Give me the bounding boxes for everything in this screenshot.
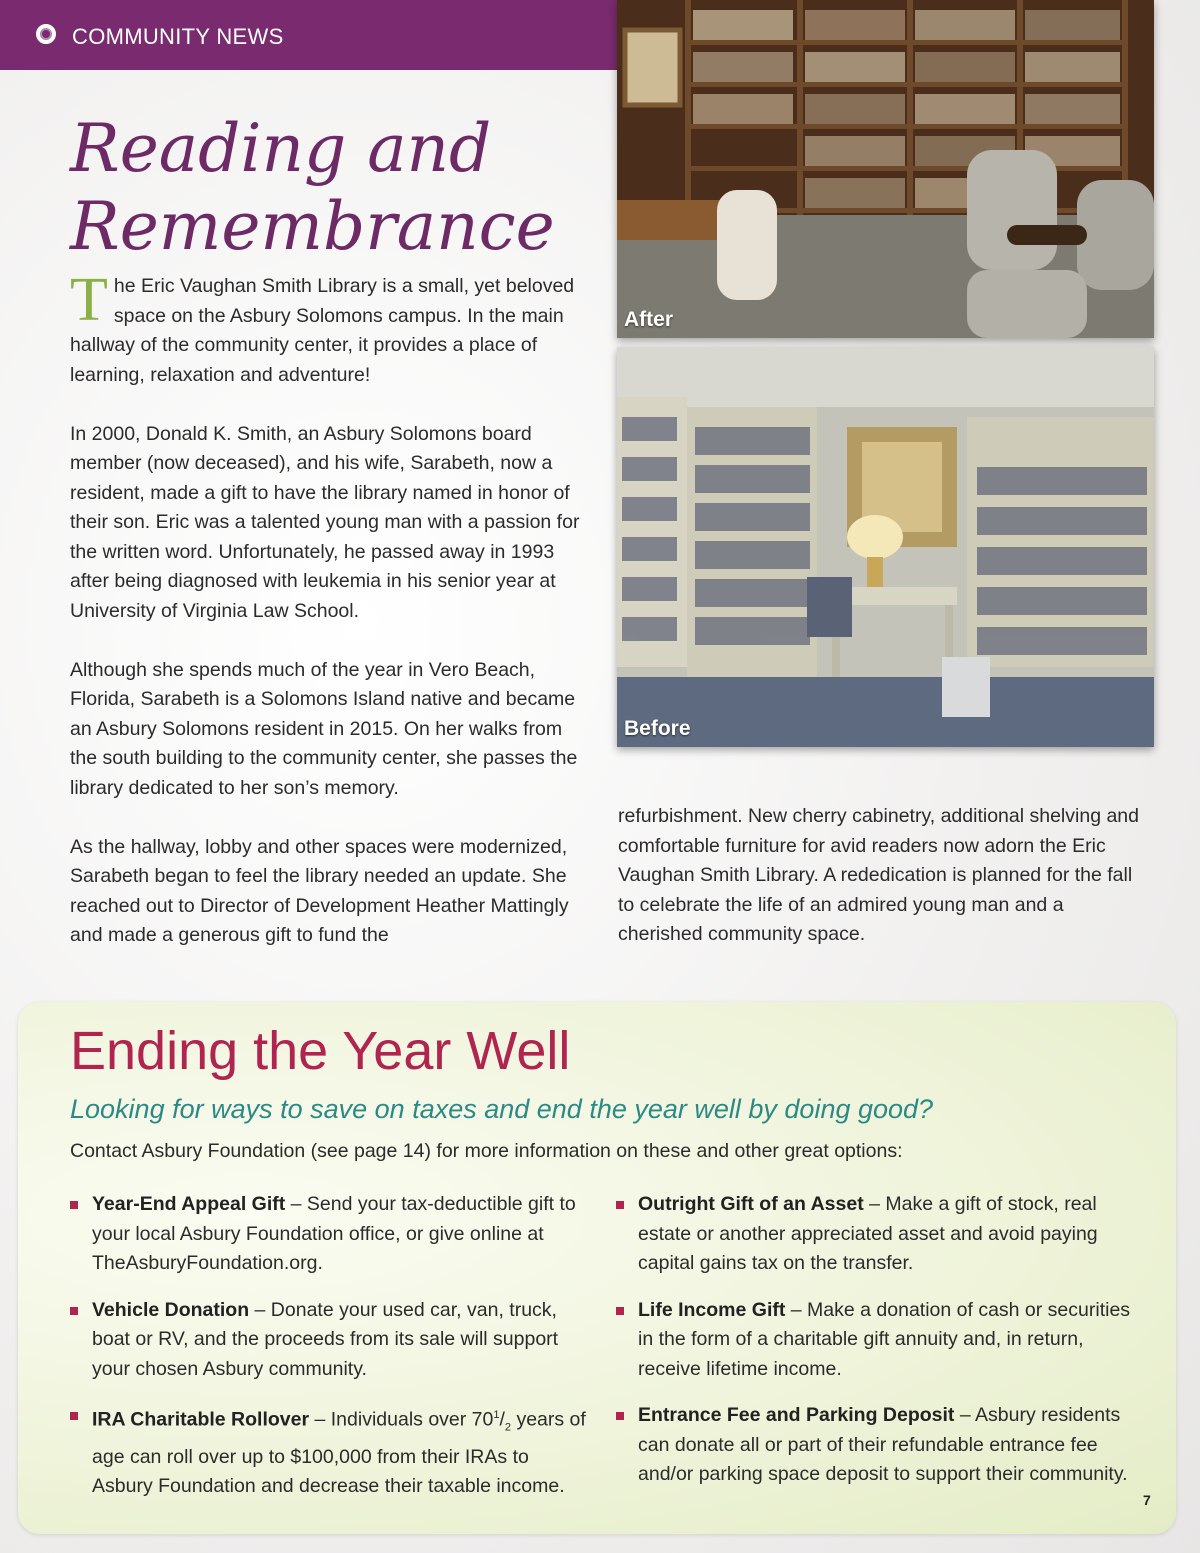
option-text: – Make a donation of cash or securities in the form of a charitable gift annuity and, in return, receive lifetime income. bbox=[638, 1298, 1131, 1380]
section-label: COMMUNITY NEWS bbox=[72, 24, 284, 49]
option-text: – Send your tax-deductible gift to your local Asbury Foundation office, or give online at TheAsburyFoundation.org. bbox=[92, 1193, 576, 1274]
option-title: Outright Gift of an Asset bbox=[638, 1193, 864, 1215]
bullet-square-icon bbox=[70, 1201, 78, 1209]
bookshelf-before-illustration bbox=[617, 347, 1154, 747]
panel-subtitle: Looking for ways to save on taxes and end the year well by doing good? bbox=[70, 1094, 934, 1124]
option-life-income-gift bbox=[616, 1296, 1136, 1385]
bullet-square-icon bbox=[70, 1412, 78, 1420]
fraction-denominator: 2 bbox=[504, 1421, 512, 1434]
option-text: – Asbury residents can donate all or part of their refundable entrance fee and/or parking space deposit to support their community. bbox=[638, 1404, 1128, 1485]
option-text: – Donate your used car, van, truck, boat or RV, and the proceeds from its sale will support your chosen Asbury community. bbox=[92, 1298, 559, 1380]
article-column-right bbox=[618, 802, 1148, 979]
bullet-square-icon bbox=[616, 1201, 624, 1209]
article-continuation: refurbishment. New cherry cabinetry, additional shelving and comfortable furniture for avid readers now adorn the Eric Vaughan Smith Library. A rededication is planned for the fall to celebrate the life of an admired young man and a cherished community space. bbox=[618, 805, 1139, 945]
option-title: Life Income Gift bbox=[638, 1298, 786, 1321]
panel-title: Ending the Year Well bbox=[70, 1021, 571, 1081]
paragraph-1-text: he Eric Vaughan Smith Library is a small, yet beloved space on the Asbury Solomons campus. In the main hallway of the community center, it provides a place of learning, relaxation and adventure! bbox=[70, 275, 575, 386]
option-title: IRA Charitable Rollover bbox=[92, 1408, 310, 1431]
article-column-left bbox=[70, 266, 590, 980]
photo-after-caption: After bbox=[624, 308, 674, 331]
photo-library-after bbox=[617, 0, 1154, 338]
drop-cap: T bbox=[70, 266, 108, 334]
option-text: years of age can roll over up to $100,000 from their IRAs to Asbury Foundation and decrease their taxable income. bbox=[92, 1408, 586, 1498]
options-list-right bbox=[616, 1190, 1136, 1507]
ring-logo-icon bbox=[36, 24, 56, 44]
article-paragraph-4: As the hallway, lobby and other spaces were modernized, Sarabeth began to feel the library needed an update. She reached out to Director of Development Heather Mattingly and made a generous gift to fund the bbox=[70, 835, 569, 946]
ending-year-panel bbox=[18, 1002, 1176, 1534]
article-title-line-1: Reading and bbox=[70, 110, 492, 187]
option-vehicle-donation bbox=[70, 1296, 590, 1385]
option-title: Year-End Appeal Gift bbox=[92, 1193, 286, 1215]
option-title: Vehicle Donation bbox=[92, 1298, 250, 1321]
article-title-line-2: Remembrance bbox=[70, 188, 555, 265]
option-title: Entrance Fee and Parking Deposit bbox=[638, 1404, 955, 1426]
bullet-square-icon bbox=[616, 1307, 624, 1315]
section-header-band bbox=[0, 0, 620, 70]
article-paragraph-1 bbox=[70, 266, 590, 390]
article-title bbox=[70, 110, 590, 266]
option-ira-rollover bbox=[70, 1401, 590, 1502]
photo-before-caption: Before bbox=[624, 717, 691, 740]
option-outright-gift bbox=[616, 1190, 1136, 1279]
photo-library-before bbox=[617, 347, 1154, 747]
options-list-left bbox=[70, 1190, 590, 1519]
article-paragraph-2: In 2000, Donald K. Smith, an Asbury Solomons board member (now deceased), and his wife, Sarabeth, now a resident, made a gift to have the library named in honor of their son. Eric was a talented young man with a passion for the written word. Unfortunately, he passed away in 1993 after being diagnosed with leukemia in his senior year at University of Virginia Law School. bbox=[70, 422, 580, 622]
fraction-numerator: 1 bbox=[493, 1409, 500, 1421]
option-text: – Make a gift of stock, real estate or another appreciated asset and avoid paying capital gains tax on the transfer. bbox=[638, 1193, 1098, 1274]
option-text-before: – Individuals over 70 bbox=[309, 1408, 494, 1431]
bullet-square-icon bbox=[70, 1307, 78, 1315]
option-entrance-fee bbox=[616, 1401, 1136, 1490]
article-paragraph-3: Although she spends much of the year in Vero Beach, Florida, Sarabeth is a Solomons Island native and became an Asbury Solomons resident in 2015. On her walks from the south building to the community center, she passes the library dedicated to her son’s memory. bbox=[70, 658, 578, 799]
option-year-end-appeal bbox=[70, 1190, 590, 1279]
bookshelf-after-illustration bbox=[617, 0, 1154, 338]
page-number: 7 bbox=[1143, 1492, 1151, 1508]
bullet-square-icon bbox=[616, 1412, 624, 1420]
panel-intro: Contact Asbury Foundation (see page 14) for more information on these and other great options: bbox=[70, 1140, 903, 1162]
fraction-slash: / bbox=[499, 1408, 505, 1431]
